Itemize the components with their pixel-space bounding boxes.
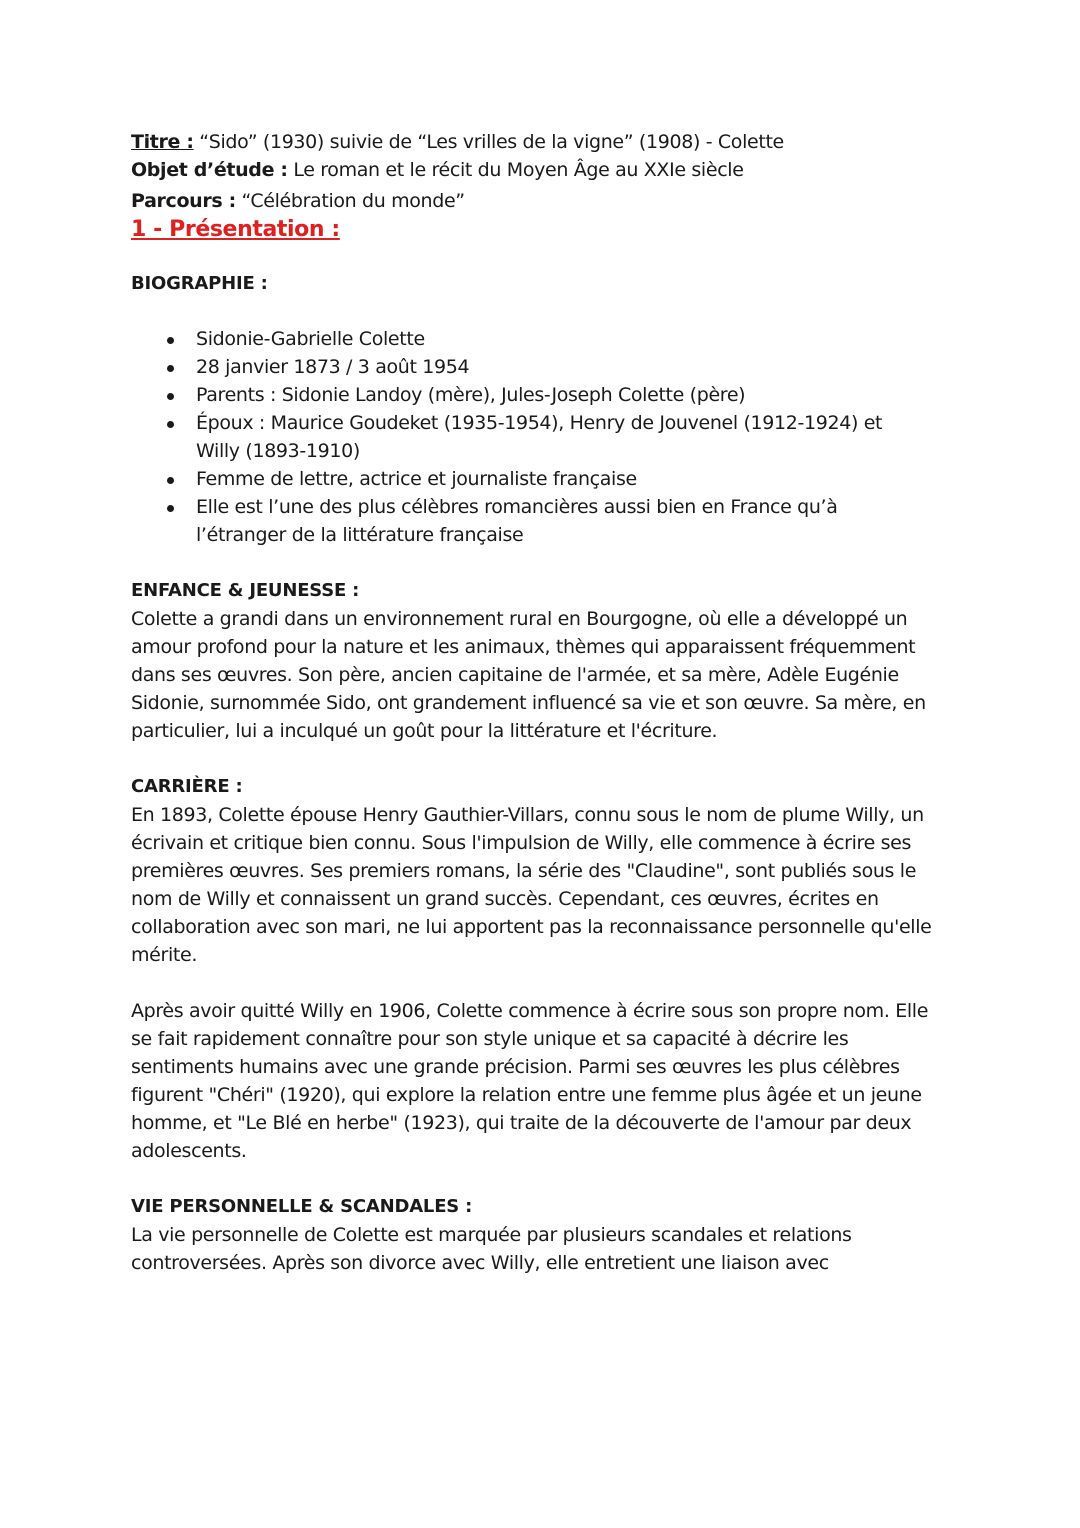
objet-line — [131, 156, 961, 184]
list-item — [131, 465, 896, 493]
enfance-heading: ENFANCE & JEUNESSE : — [131, 580, 360, 601]
carriere-section-2 — [131, 997, 961, 1165]
list-item-text: Femme de lettre, actrice et journaliste française — [196, 468, 637, 490]
list-item-text: 28 janvier 1873 / 3 août 1954 — [196, 356, 470, 378]
list-item-text: Époux : Maurice Goudeket (1935-1954), Henry de Jouvenel (1912-1924) et Willy (1893-1910) — [196, 412, 883, 462]
biographie-heading: BIOGRAPHIE : — [131, 273, 268, 294]
bullet-icon — [167, 505, 174, 512]
section-heading-presentation: 1 - Présentation : — [131, 217, 340, 242]
document-page — [131, 128, 961, 1277]
list-item-text: Parents : Sidonie Landoy (mère), Jules-Joseph Colette (père) — [196, 384, 746, 406]
title-line — [131, 128, 961, 156]
bullet-icon — [167, 337, 174, 344]
list-item — [131, 325, 896, 353]
biographie-list — [131, 325, 961, 549]
carriere-paragraph-1: En 1893, Colette épouse Henry Gauthier-Villars, connu sous le nom de plume Willy, un écrivain et critique bien connu. Sous l'impulsion de Willy, elle commence à écrire ses premières œuvres. Ses premiers romans, la série des "Claudine", sont publiés sous le nom de Willy et connaissent un grand succès. Cependant, ces œuvres, écrites en collaboration avec son mari, ne lui apportent pas la reconnaissance personnelle qu'elle mérite. — [131, 804, 932, 966]
list-item — [131, 493, 896, 549]
list-item — [131, 381, 896, 409]
enfance-paragraph: Colette a grandi dans un environnement rural en Bourgogne, où elle a développé un amour profond pour la nature et les animaux, thèmes qui apparaissent fréquemment dans ses œuvres. Son père, ancien capitaine de l'armée, et sa mère, Adèle Eugénie Sidonie, surnommée Sido, ont grandement influencé sa vie et son œuvre. Sa mère, en particulier, lui a inculqué un goût pour la littérature et l'écriture. — [131, 608, 926, 742]
carriere-section — [131, 773, 961, 969]
bullet-icon — [167, 365, 174, 372]
bullet-icon — [167, 477, 174, 484]
title-label: Titre : — [131, 131, 194, 153]
list-item-text: Elle est l’une des plus célèbres romancières aussi bien en France qu’à l’étranger de la littérature française — [196, 496, 838, 546]
carriere-paragraph-2: Après avoir quitté Willy en 1906, Colette commence à écrire sous son propre nom. Elle se fait rapidement connaître pour son style unique et sa capacité à décrire les sentiments humains avec une grande précision. Parmi ses œuvres les plus célèbres figurent "Chéri" (1920), qui explore la relation entre une femme plus âgée et un jeune homme, et "Le Blé en herbe" (1923), qui traite de la découverte de l'amour par deux adolescents. — [131, 1000, 929, 1162]
vie-perso-section — [131, 1193, 961, 1277]
bullet-icon — [167, 393, 174, 400]
enfance-section — [131, 577, 961, 745]
objet-text: Le roman et le récit du Moyen Âge au XXIe siècle — [287, 159, 744, 181]
vie-perso-paragraph: La vie personnelle de Colette est marquée par plusieurs scandales et relations controversées. Après son divorce avec Willy, elle entretient une liaison avec — [131, 1224, 852, 1274]
title-text: “Sido” (1930) suivie de “Les vrilles de la vigne” (1908) - Colette — [193, 131, 784, 153]
list-item — [131, 353, 896, 381]
list-item — [131, 409, 896, 465]
vie-perso-heading: VIE PERSONNELLE & SCANDALES : — [131, 1196, 473, 1217]
carriere-heading: CARRIÈRE : — [131, 776, 243, 797]
parcours-line — [131, 187, 961, 215]
parcours-text: “Célébration du monde” — [235, 190, 465, 212]
parcours-label: Parcours : — [131, 190, 236, 212]
bullet-icon — [167, 421, 174, 428]
list-item-text: Sidonie-Gabrielle Colette — [196, 328, 425, 350]
objet-label: Objet d’étude : — [131, 159, 288, 181]
